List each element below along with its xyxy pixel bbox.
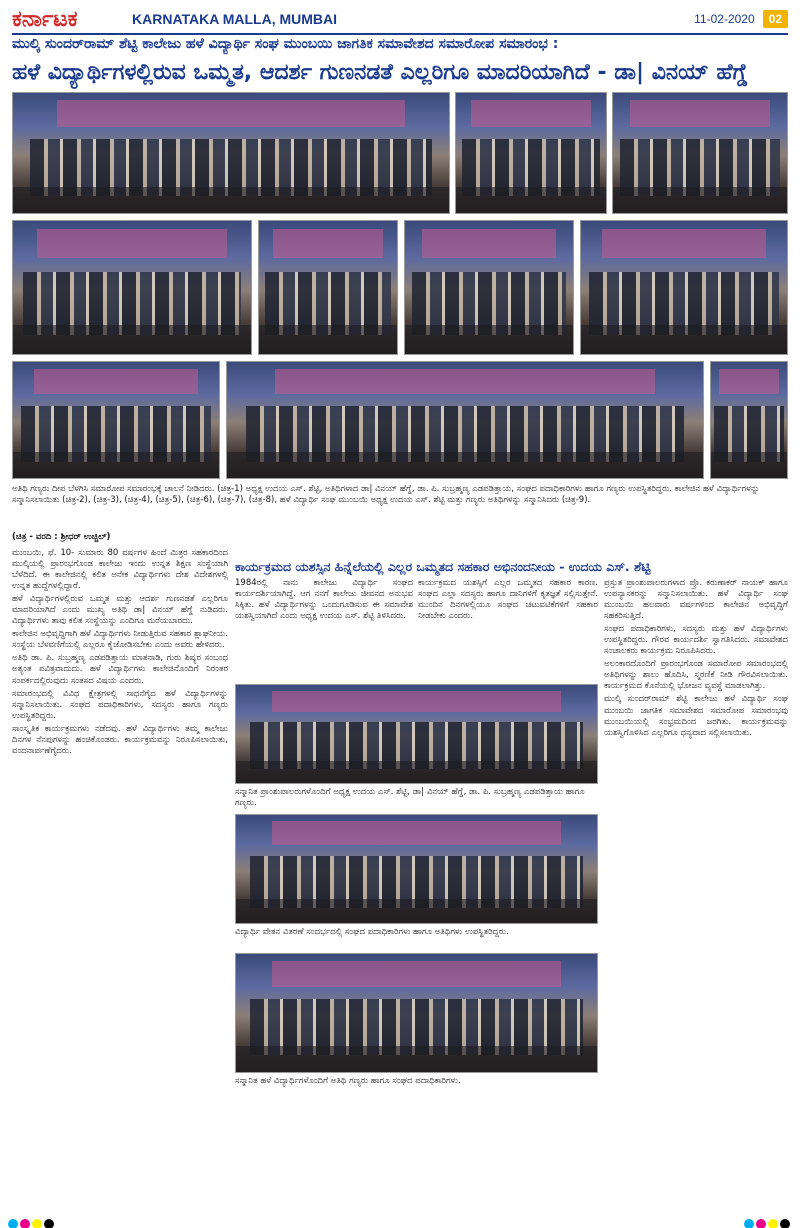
article-paragraph: ಮುಲ್ಕಿ ಸುಂದರ್‌ರಾಮ್ ಶೆಟ್ಟಿ ಕಾಲೇಜು ಹಳೆ ವಿದ್ಯಾರ್ಥಿ ಸಂಘ ಮುಂಬಯಿ ಜಾಗತಿಕ ಸಮಾವೇಶದ ಸಮಾರೋಪ ಸಮಾರಂಭವು ಮುಂಬಯಿಯಲ್ಲಿ ಸಂಭ್ರಮದಿಂದ ಜರಗಿತು. ಕಾರ್ಯಕ್ರಮವನ್ನು ಯಶಸ್ವಿಗೊಳಿಸಿದ ಎಲ್ಲರಿಗೂ ಧನ್ಯವಾದ ಸಲ್ಲಿಸಲಾಯಿತು. xyxy=(604,694,788,738)
article-paragraph: ಹಳೆ ವಿದ್ಯಾರ್ಥಿಗಳಲ್ಲಿರುವ ಒಮ್ಮತ ಮತ್ತು ಆದರ್ಶ ಗುಣನಡತೆ ಎಲ್ಲರಿಗೂ ಮಾದರಿಯಾಗಿದೆ ಎಂದು ಮುಖ್ಯ ಅತಿಥಿ ಡಾ| ವಿನಯ್ ಹೆಗ್ಡೆ ನುಡಿದರು. ವಿದ್ಯಾರ್ಥಿಗಳು ತಾವು ಕಲಿತ ಸಂಸ್ಥೆಯನ್ನು ಎಂದಿಗೂ ಮರೆಯಬಾರದು. xyxy=(12,594,228,627)
event-photo-2 xyxy=(455,92,607,214)
event-photo-10 xyxy=(710,361,788,479)
masthead xyxy=(12,6,788,32)
article-dateline: (ಚಿತ್ರ - ವರದಿ : ಶ್ರೀಧರ್ ಉಚ್ಚಿಲ್) xyxy=(12,532,111,542)
event-photo-4 xyxy=(12,220,252,355)
article-paragraph: ಪ್ರಸ್ತುತ ಪ್ರಾಂಶುಪಾಲರುಗಳಾದ ಪ್ರೊ. ಕರುಣಾಕರ್ ನಾಯಕ್ ಹಾಗೂ ಉಪನ್ಯಾಸಕರನ್ನು ಸನ್ಮಾನಿಸಲಾಯಿತು. ಹಳೆ ವಿದ್ಯಾರ್ಥಿ ಸಂಘ ಮುಂಬಯಿ ಹಲವಾರು ವರ್ಷಗಳಿಂದ ಕಾಲೇಜಿನ ಅಭಿವೃದ್ಧಿಗೆ ಸಹಕರಿಸುತ್ತಿದೆ. xyxy=(604,578,788,622)
print-registration-marks xyxy=(0,1214,800,1226)
issue-date: 11-02-2020 xyxy=(694,12,755,26)
article-paragraph: ಕಾರ್ಯಕ್ರಮದ ಯಶಸ್ಸಿಗೆ ಎಲ್ಲರ ಒಮ್ಮತದ ಸಹಕಾರ ಕಾರಣ. ಸಂಘದ ಎಲ್ಲಾ ಸದಸ್ಯರು ಹಾಗೂ ದಾನಿಗಳಿಗೆ ಕೃತಜ್ಞತೆ ಸಲ್ಲಿಸುತ್ತೇನೆ. ಮುಂದಿನ ದಿನಗಳಲ್ಲಿಯೂ ಸಂಘದ ಚಟುವಟಿಕೆಗಳಿಗೆ ಸಹಕಾರ ನೀಡಬೇಕು ಎಂದರು. xyxy=(418,578,598,622)
article-column-1 xyxy=(12,548,228,1210)
article-paragraph: 1984ರಲ್ಲಿ ನಾನು ಕಾಲೇಜು ವಿದ್ಯಾರ್ಥಿ ಸಂಘದ ಕಾರ್ಯದರ್ಶಿಯಾಗಿದ್ದೆ. ಆಗ ನನಗೆ ಕಾಲೇಜು ಜೀವನದ ಅನುಭವ ಸಿಕ್ಕಿತು. ಹಳೆ ವಿದ್ಯಾರ್ಥಿಗಳನ್ನು ಒಂದುಗೂಡಿಸುವ ಈ ಸಮಾವೇಶ ಯಶಸ್ವಿಯಾಗಿದೆ ಎಂದು ಅಧ್ಯಕ್ಷ ಉದಯ ಎಸ್. ಶೆಟ್ಟಿ ತಿಳಿಸಿದರು. xyxy=(235,578,413,622)
main-headline: ಹಳೆ ವಿದ್ಯಾರ್ಥಿಗಳಲ್ಲಿರುವ ಒಮ್ಮತ, ಆದರ್ಶ ಗುಣನಡತೆ ಎಲ್ಲರಿಗೂ ಮಾದರಿಯಾಗಿದೆ - ಡಾ| ವಿನಯ್ ಹೆಗ್ಡೆ xyxy=(12,60,748,85)
article-paragraph: ಸಾಂಸ್ಕೃತಿಕ ಕಾರ್ಯಕ್ರಮಗಳು ನಡೆದವು. ಹಳೆ ವಿದ್ಯಾರ್ಥಿಗಳು ತಮ್ಮ ಕಾಲೇಜು ದಿನಗಳ ನೆನಪುಗಳನ್ನು ಹಂಚಿಕೊಂಡರು. ಕಾರ್ಯಕ್ರಮವನ್ನು ನಿರೂಪಿಸಲಾಯಿತು, ವಂದನಾರ್ಪಣೆಗೈದರು. xyxy=(12,723,228,756)
article-paragraph: ಮುಂಬಯಿ, ಫೆ. 10- ಸುಮಾರು 80 ವರ್ಷಗಳ ಹಿಂದೆ ಮಿತ್ರರ ಸಹಕಾರದಿಂದ ಮುಲ್ಕಿಯಲ್ಲಿ ಪ್ರಾರಂಭಗೊಂಡ ಕಾಲೇಜು ಇಂದು ಉನ್ನತ ಶಿಕ್ಷಣ ಸಂಸ್ಥೆಯಾಗಿ ಬೆಳೆದಿದೆ. ಈ ಕಾಲೇಜಿನಲ್ಲಿ ಕಲಿತ ಅನೇಕ ವಿದ್ಯಾರ್ಥಿಗಳು ದೇಶ ವಿದೇಶಗಳಲ್ಲಿ ಉನ್ನತ ಹುದ್ದೆಗಳಲ್ಲಿದ್ದಾರೆ. xyxy=(12,548,228,592)
felicitation-photo-2 xyxy=(235,814,598,924)
felicitation-photo-3 xyxy=(235,953,598,1073)
article-paragraph: ಸಂಘದ ಪದಾಧಿಕಾರಿಗಳು, ಸದಸ್ಯರು ಮತ್ತು ಹಳೆ ವಿದ್ಯಾರ್ಥಿಗಳು ಉಪಸ್ಥಿತರಿದ್ದರು. ಗೌರವ ಕಾರ್ಯದರ್ಶಿ ಸ್ವಾಗತಿಸಿದರು. ಸಮಾವೇಶದ ಸಂಚಾಲಕರು ಕಾರ್ಯಕ್ರಮ ನಿರೂಪಿಸಿದರು. xyxy=(604,624,788,657)
article-column-4 xyxy=(604,578,788,1210)
felicitation-photo-1 xyxy=(235,684,598,784)
felicitation-photo-2-caption: ವಿದ್ಯಾರ್ಥಿ ವೇತನ ವಿತರಣೆ ಸಂದರ್ಭದಲ್ಲಿ ಸಂಘದ ಪದಾಧಿಕಾರಿಗಳು ಹಾಗೂ ಅತಿಥಿಗಳು ಉಪಸ್ಥಿತರಿದ್ದರು. xyxy=(235,927,509,937)
article-paragraph: ಅಲಂಕಾರದೊಂದಿಗೆ ಪ್ರಾರಂಭಗೊಂಡ ಸಮಾರೋಪ ಸಮಾರಂಭದಲ್ಲಿ ಅತಿಥಿಗಳನ್ನು ಶಾಲು ಹೊದಿಸಿ, ಸ್ಮರಣಿಕೆ ನೀಡಿ ಗೌರವಿಸಲಾಯಿತು. ಕಾರ್ಯಕ್ರಮದ ಕೊನೆಯಲ್ಲಿ ಭೋಜನ ವ್ಯವಸ್ಥೆ ಮಾಡಲಾಗಿತ್ತು. xyxy=(604,659,788,692)
article-column-2 xyxy=(235,578,413,678)
sub-headline: ಮುಲ್ಕಿ ಸುಂದರ್‌ರಾಮ್ ಶೆಟ್ಟಿ ಕಾಲೇಜು ಹಳೆ ವಿದ್ಯಾರ್ಥಿ ಸಂಘ ಮುಂಬಯಿ ಜಾಗತಿಕ ಸಮಾವೇಶದ ಸಮಾರೋಪ ಸಮಾರಂಭ : xyxy=(12,36,559,52)
event-photo-8 xyxy=(12,361,220,479)
article-column-3 xyxy=(418,578,598,678)
event-photo-7 xyxy=(580,220,788,355)
felicitation-photo-3-caption: ಸನ್ಮಾನಿತ ಹಳೆ ವಿದ್ಯಾರ್ಥಿಗಳೊಂದಿಗೆ ಅತಿಥಿ ಗಣ್ಯರು ಹಾಗೂ ಸಂಘದ ಪದಾಧಿಕಾರಿಗಳು. xyxy=(235,1076,461,1086)
newspaper-logo: ಕರ್ನಾಟಕ xyxy=(12,6,78,32)
photo-grid-caption: ಅತಿಥಿ ಗಣ್ಯರು ದೀಪ ಬೆಳಗಿಸಿ ಸಮಾರೋಪ ಸಮಾರಂಭಕ್ಕೆ ಚಾಲನೆ ನೀಡಿದರು. (ಚಿತ್ರ-1) ಅಧ್ಯಕ್ಷ ಉದಯ ಎಸ್. ಶೆಟ್ಟಿ, ಅತಿಥಿಗಳಾದ ಡಾ| ವಿನಯ್ ಹೆಗ್ಡೆ, ಡಾ. ಪಿ. ಸುಬ್ರಹ್ಮಣ್ಯ ಎಡಪಡಿತ್ತಾಯ, ಸಂಘದ ಪದಾಧಿಕಾರಿಗಳು ಹಾಗೂ ಗಣ್ಯರು ಉಪಸ್ಥಿತರಿದ್ದರು. ಕಾಲೇಜಿನ ಹಳೆ ವಿದ್ಯಾರ್ಥಿಗಳನ್ನು ಸನ್ಮಾನಿಸಲಾಯಿತು (ಚಿತ್ರ-2), (ಚಿತ್ರ-3), (ಚಿತ್ರ-4), (ಚಿತ್ರ-5), (ಚಿತ್ರ-6), (ಚಿತ್ರ-7), (ಚಿತ್ರ-8), ಹಳೆ ವಿದ್ಯಾರ್ಥಿ ಸಂಘ ಮುಂಬಯಿ ಅಧ್ಯಕ್ಷ ಉದಯ ಎಸ್. ಶೆಟ್ಟಿ ಮತ್ತು ಗಣ್ಯರು ಅತಿಥಿಗಳನ್ನು ಸನ್ಮಾನಿಸಿದರು (ಚಿತ್ರ-9). xyxy=(12,484,760,505)
page-number-badge: 02 xyxy=(763,10,788,28)
event-photo-3 xyxy=(612,92,788,214)
event-photo-9 xyxy=(226,361,704,479)
event-photo-1 xyxy=(12,92,450,214)
event-photo-6 xyxy=(404,220,574,355)
article-paragraph: ಅತಿಥಿ ಡಾ. ಪಿ. ಸುಬ್ರಹ್ಮಣ್ಯ ಎಡಪಡಿತ್ತಾಯ ಮಾತನಾಡಿ, ಗುರು ಶಿಷ್ಯರ ಸಂಬಂಧ ಅತ್ಯಂತ ಪವಿತ್ರವಾದುದು. ಹಳೆ ವಿದ್ಯಾರ್ಥಿಗಳು ಕಾಲೇಜಿನೊಂದಿಗೆ ನಿರಂತರ ಸಂಪರ್ಕದಲ್ಲಿರುವುದು ಸಂತಸದ ವಿಷಯ ಎಂದರು. xyxy=(12,653,228,686)
event-photo-5 xyxy=(258,220,398,355)
article-paragraph: ಸಮಾರಂಭದಲ್ಲಿ ವಿವಿಧ ಕ್ಷೇತ್ರಗಳಲ್ಲಿ ಸಾಧನೆಗೈದ ಹಳೆ ವಿದ್ಯಾರ್ಥಿಗಳನ್ನು ಸನ್ಮಾನಿಸಲಾಯಿತು. ಸಂಘದ ಪದಾಧಿಕಾರಿಗಳು, ಸದಸ್ಯರು ಹಾಗೂ ಗಣ್ಯರು ಉಪಸ್ಥಿತರಿದ್ದರು. xyxy=(12,688,228,721)
paper-name: KARNATAKA MALLA, MUMBAI xyxy=(132,11,338,27)
section-headline: ಕಾರ್ಯಕ್ರಮದ ಯಶಸ್ಸಿನ ಹಿನ್ನೆಲೆಯಲ್ಲಿ ಎಲ್ಲರ ಒಮ್ಮತದ ಸಹಕಾರ ಅಭಿನಂದನೀಯ - ಉದಯ ಎಸ್. ಶೆಟ್ಟಿ xyxy=(235,559,651,574)
masthead-divider xyxy=(12,33,788,35)
article-paragraph: ಕಾಲೇಜಿನ ಅಭಿವೃದ್ಧಿಗಾಗಿ ಹಳೆ ವಿದ್ಯಾರ್ಥಿಗಳು ನೀಡುತ್ತಿರುವ ಸಹಕಾರ ಶ್ಲಾಘನೀಯ. ಸಂಸ್ಥೆಯ ಬೆಳವಣಿಗೆಯಲ್ಲಿ ಎಲ್ಲರೂ ಕೈಜೋಡಿಸಬೇಕು ಎಂದು ಅವರು ಹೇಳಿದರು. xyxy=(12,629,228,651)
felicitation-photo-1-caption: ಸನ್ಮಾನಿತ ಪ್ರಾಂಶುಪಾಲರುಗಳೊಂದಿಗೆ ಅಧ್ಯಕ್ಷ ಉದಯ ಎಸ್. ಶೆಟ್ಟಿ, ಡಾ| ವಿನಯ್ ಹೆಗ್ಡೆ, ಡಾ. ಪಿ. ಸುಬ್ರಹ್ಮಣ್ಯ ಎಡಪಡಿತ್ತಾಯ ಹಾಗೂ ಗಣ್ಯರು. xyxy=(235,787,585,808)
